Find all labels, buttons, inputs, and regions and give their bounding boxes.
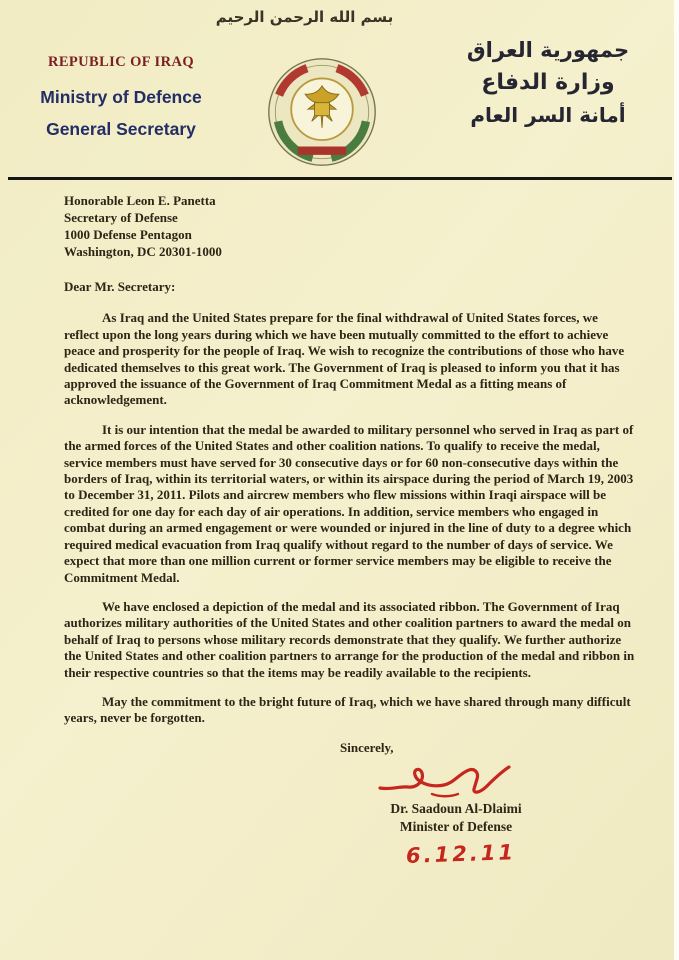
paragraph-4: May the commitment to the bright future of Iraq, which we have shared through many difficult years, never be forgotten. bbox=[64, 693, 631, 726]
recipient-street: 1000 Defense Pentagon bbox=[64, 227, 192, 242]
iraq-emblem-icon bbox=[266, 56, 378, 168]
signer-name: Dr. Saadoun Al-Dlaimi bbox=[390, 801, 522, 817]
header-left-block bbox=[12, 54, 230, 151]
paragraph-3: We have enclosed a depiction of the medal and its associated ribbon. The Government of Iraq authorizes military authorities of the United States and other coalition partners to award the medal on behalf of Iraq to persons whose military records demonstrate that they qualify. We further authorize the United States and other coalition partners to arrange for the production of the medal and ribbon in their respective countries so that the items may be readily available to the recipients. bbox=[64, 598, 635, 680]
letter-body bbox=[64, 192, 635, 869]
paragraph-2: It is our intention that the medal be awarded to military personnel who served in Iraq as part of the armed forces of the United States and other coalition nations. To qualify to receive the medal, service members must have served for 30 consecutive days or for 60 non-consecutive days within the borders of Iraq, within its territorial waters, or within its airspace during the period of March 19, 2003 to December 31, 2011. Pilots and aircrew members who flew missions within Iraqi airspace will be credited for one day for each day of air operations. In addition, service members who engaged in combat during an armed engagement or were wounded or injured in the line of duty to a degree which required medical evacuation from Iraq qualify without regard to the number of days of service. We expect that more than one million current or former service members may be eligible to receive the Commitment Medal. bbox=[64, 421, 634, 585]
header-right-block bbox=[443, 38, 653, 127]
signature-mark bbox=[374, 758, 514, 802]
valediction: Sincerely, bbox=[340, 739, 394, 755]
paragraph-1: As Iraq and the United States prepare for the final withdrawal of United States forces, we reflect upon the long years during which we have been mutually committed to the effort to achieve peace and prosperity for the people of Iraq. We wish to recognize the contributions of those who have dedicated themselves to this great work. The Government of Iraq is pleased to inform you that it has approved the issuance of the Government of Iraq Commitment Medal as a fitting means of acknowledgement. bbox=[64, 310, 625, 408]
recipient-name: Honorable Leon E. Panetta bbox=[64, 193, 216, 208]
scan-edge-strip bbox=[674, 0, 679, 960]
org-name-english: REPUBLIC OF IRAQ bbox=[47, 54, 195, 70]
ministry-name-english: Ministry of Defence bbox=[40, 87, 202, 107]
iraq-emblem-seal bbox=[266, 56, 378, 168]
bismillah-calligraphy: بسم الله الرحمن الرحيم bbox=[215, 8, 394, 26]
signature-block bbox=[336, 758, 576, 869]
org-name-arabic: جمهورية العراق bbox=[466, 38, 630, 62]
header-divider-rule bbox=[8, 177, 672, 180]
office-name-arabic: أمانة السر العام bbox=[470, 103, 626, 127]
recipient-address-block bbox=[64, 192, 635, 260]
closing-block bbox=[64, 739, 635, 869]
office-name-english: General Secretary bbox=[46, 119, 196, 139]
recipient-city: Washington, DC 20301-1000 bbox=[64, 244, 222, 259]
ministry-name-arabic: وزارة الدفاع bbox=[481, 70, 615, 95]
signer-title: Minister of Defense bbox=[399, 819, 513, 835]
salutation: Dear Mr. Secretary: bbox=[64, 279, 176, 294]
handwritten-date: 6.12.11 bbox=[405, 840, 517, 869]
recipient-title: Secretary of Defense bbox=[64, 210, 178, 225]
